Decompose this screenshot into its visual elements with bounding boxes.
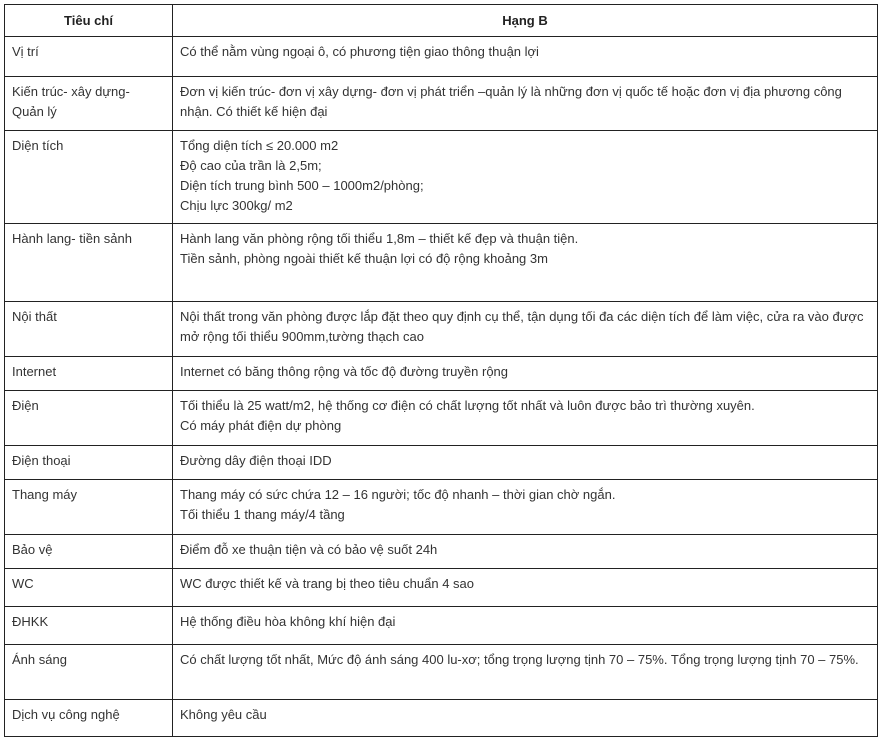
requirement-line: Hành lang văn phòng rộng tối thiểu 1,8m – thiết kế đẹp và thuận tiện. <box>180 231 579 246</box>
requirement-line: Internet có băng thông rộng và tốc độ đường truyền rộng <box>180 364 509 379</box>
requirement-cell <box>173 446 878 480</box>
requirement-line: Chịu lực 300kg/ m2 <box>180 198 293 213</box>
table-row <box>5 645 878 700</box>
requirement-line: Có thể nằm vùng ngoại ô, có phương tiện giao thông thuận lợi <box>180 44 539 59</box>
requirement-line: Đường dây điện thoại IDD <box>180 453 332 468</box>
requirement-line: Có máy phát điện dự phòng <box>180 418 342 433</box>
requirement-cell <box>173 535 878 569</box>
requirement-cell <box>173 569 878 607</box>
requirement-line: Độ cao của trần là 2,5m; <box>180 158 322 173</box>
requirement-cell <box>173 645 878 700</box>
table-row <box>5 569 878 607</box>
table-row <box>5 357 878 391</box>
table-row <box>5 480 878 535</box>
requirement-cell <box>173 391 878 446</box>
criterion-cell: Thang máy <box>5 480 173 535</box>
criterion-cell: Diện tích <box>5 131 173 224</box>
requirement-line: Tối thiểu là 25 watt/m2, hệ thống cơ điện có chất lượng tốt nhất và luôn được bảo trì thường xuyên. <box>180 398 755 413</box>
requirement-cell <box>173 37 878 77</box>
requirement-cell <box>173 302 878 357</box>
requirement-cell <box>173 131 878 224</box>
table-row <box>5 535 878 569</box>
requirement-line: Tiền sảnh, phòng ngoài thiết kế thuận lợi có độ rộng khoảng 3m <box>180 251 548 266</box>
criterion-cell: Dịch vụ công nghệ <box>5 700 173 737</box>
table-row <box>5 700 878 737</box>
requirement-line: Có chất lượng tốt nhất, Mức độ ánh sáng 400 lu-xơ; tổng trọng lượng tịnh 70 – 75%. Tổng trọng lượng tịnh 70 – 75%. <box>180 652 859 667</box>
requirement-cell <box>173 480 878 535</box>
criterion-cell: Hành lang- tiền sảnh <box>5 224 173 302</box>
requirement-line: WC được thiết kế và trang bị theo tiêu chuẩn 4 sao <box>180 576 474 591</box>
criterion-cell: Nội thất <box>5 302 173 357</box>
requirement-line: Tối thiểu 1 thang máy/4 tầng <box>180 507 345 522</box>
table-row <box>5 37 878 77</box>
criteria-table <box>4 4 878 737</box>
requirement-cell <box>173 700 878 737</box>
requirement-cell <box>173 224 878 302</box>
criterion-cell: Internet <box>5 357 173 391</box>
criterion-cell: Điện <box>5 391 173 446</box>
table-row <box>5 446 878 480</box>
requirement-line: Thang máy có sức chứa 12 – 16 người; tốc độ nhanh – thời gian chờ ngắn. <box>180 487 616 502</box>
requirement-line: Đơn vị kiến trúc- đơn vị xây dựng- đơn vị phát triển –quản lý là những đơn vị quốc tế hoặc đơn vị địa phương công nhận. Có thiết kế hiện đại <box>180 84 842 119</box>
table-row <box>5 302 878 357</box>
header-grade: Hạng B <box>173 5 878 37</box>
requirement-cell <box>173 357 878 391</box>
criterion-cell: Điện thoại <box>5 446 173 480</box>
criterion-cell: Vị trí <box>5 37 173 77</box>
header-row <box>5 5 878 37</box>
table-row <box>5 224 878 302</box>
criterion-cell: Kiến trúc- xây dựng- Quản lý <box>5 77 173 131</box>
table-row <box>5 77 878 131</box>
table-row <box>5 607 878 645</box>
requirement-line: Tổng diện tích ≤ 20.000 m2 <box>180 138 339 153</box>
table-body <box>5 37 878 737</box>
criterion-cell: ĐHKK <box>5 607 173 645</box>
table-row <box>5 131 878 224</box>
criterion-cell: WC <box>5 569 173 607</box>
requirement-cell <box>173 607 878 645</box>
requirement-line: Điểm đỗ xe thuận tiện và có bảo vệ suốt 24h <box>180 542 438 557</box>
table-row <box>5 391 878 446</box>
requirement-line: Nội thất trong văn phòng được lắp đặt theo quy định cụ thể, tận dụng tối đa các diện tích để làm việc, cửa ra vào được mở rộng tối thiểu 900mm,tường thạch cao <box>180 309 864 344</box>
criterion-cell: Ánh sáng <box>5 645 173 700</box>
criterion-cell: Bảo vệ <box>5 535 173 569</box>
requirement-line: Hệ thống điều hòa không khí hiện đại <box>180 614 396 629</box>
requirement-line: Diện tích trung bình 500 – 1000m2/phòng; <box>180 178 424 193</box>
requirement-cell <box>173 77 878 131</box>
requirement-line: Không yêu cầu <box>180 707 267 722</box>
header-criteria: Tiêu chí <box>5 5 173 37</box>
